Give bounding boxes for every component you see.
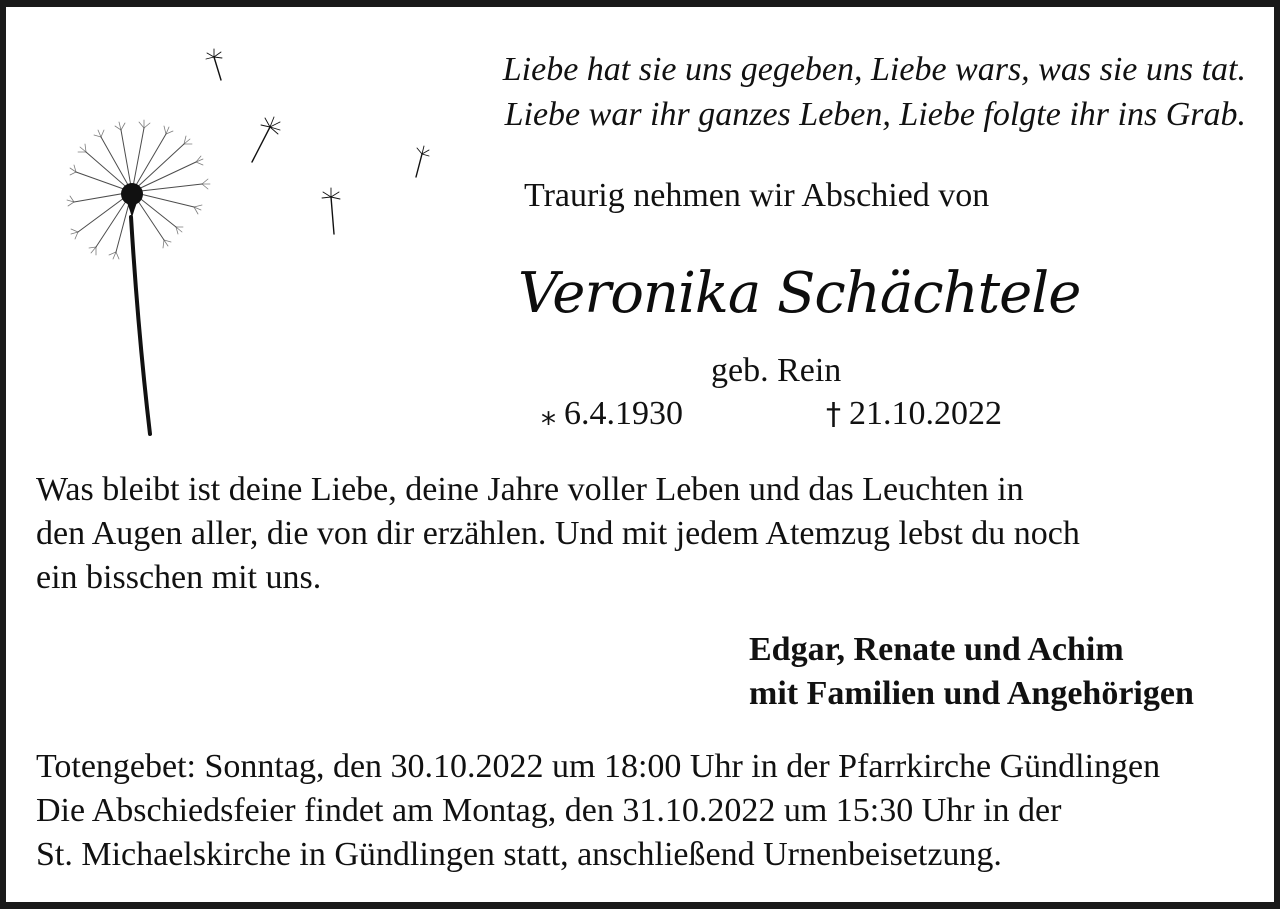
dandelion-icon [56, 42, 456, 442]
mourners-line: Edgar, Renate und Achim [749, 631, 1124, 668]
quote-line: Was bleibt ist deine Liebe, deine Jahre voller Leben und das Leuchten in [36, 471, 1024, 508]
memorial-quote [36, 468, 1256, 600]
birth-date: 6.4.1930 [564, 395, 683, 432]
motto-line: Liebe hat sie uns gegeben, Liebe wars, was sie uns tat. [502, 51, 1246, 88]
mourners-line: mit Familien und Angehörigen [749, 675, 1194, 712]
deceased-name: Veronika Schächtele [518, 261, 1081, 326]
quote-line: ein bisschen mit uns. [36, 559, 322, 596]
born-name: geb. Rein [711, 352, 842, 389]
motto-verse [503, 47, 1246, 137]
birth-date-group [541, 395, 683, 433]
service-details [36, 745, 1160, 877]
service-line: Totengebet: Sonntag, den 30.10.2022 um 18:00 Uhr in der Pfarrkirche Gündlingen [36, 748, 1161, 785]
intro-text: Traurig nehmen wir Abschied von [524, 177, 990, 214]
death-date: 21.10.2022 [849, 395, 1002, 432]
service-line: St. Michaelskirche in Gündlingen statt, anschließend Urnenbeisetzung. [36, 836, 1002, 873]
motto-line: Liebe war ihr ganzes Leben, Liebe folgte ihr ins Grab. [504, 96, 1246, 133]
service-line: Die Abschiedsfeier findet am Montag, den 31.10.2022 um 15:30 Uhr in der [36, 792, 1062, 829]
star-icon: ⁎ [541, 396, 556, 432]
quote-line: den Augen aller, die von dir erzählen. Und mit jedem Atemzug lebst du noch [36, 515, 1080, 552]
mourners-signature [749, 628, 1194, 716]
cross-icon: † [826, 396, 841, 432]
death-date-group [826, 395, 1002, 433]
